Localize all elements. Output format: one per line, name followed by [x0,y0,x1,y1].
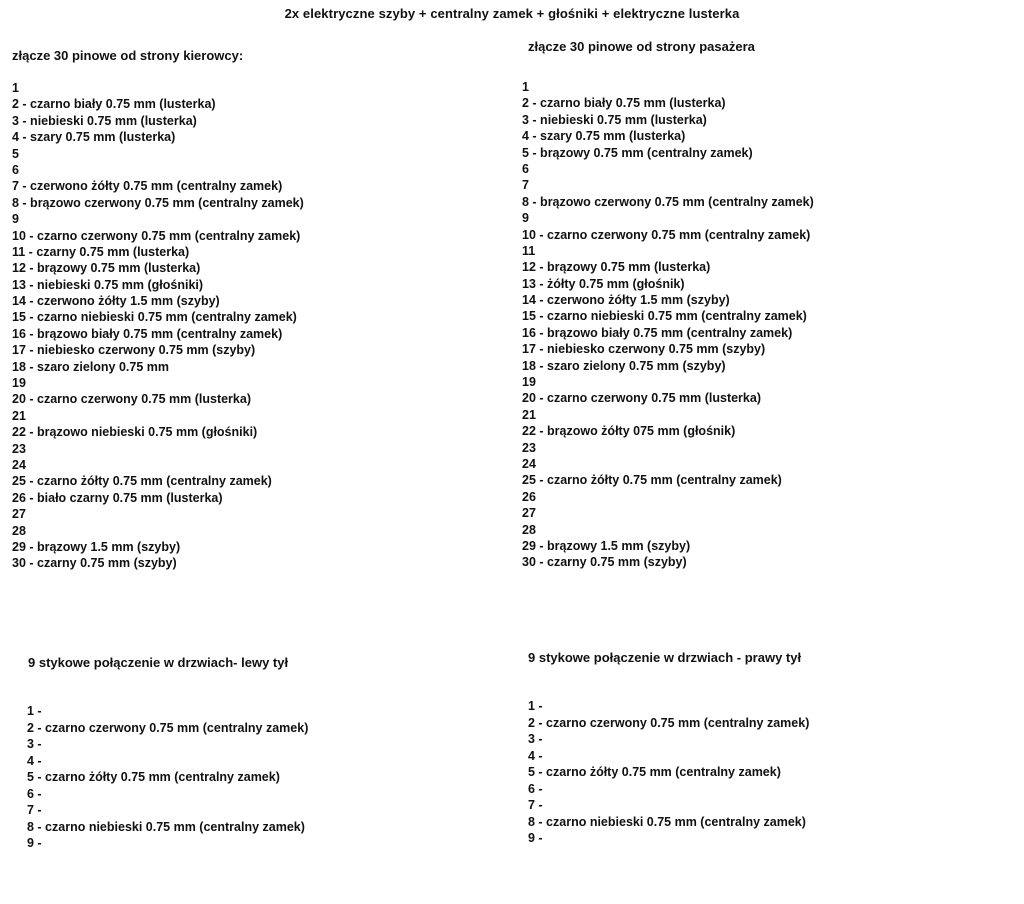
pin-entry: 12 - brązowy 0.75 mm (lusterka) [522,260,711,275]
pin-entry: 21 [522,407,536,422]
pin-entry: 28 [522,522,536,537]
pin-entry: 8 - brązowo czerwony 0.75 mm (centralny zamek) [522,194,814,209]
driver-pin-list [12,80,304,572]
pin-entry: 29 - brązowy 1.5 mm (szyby) [522,538,691,553]
rear-left-door-heading: 9 stykowe połączenie w drzwiach- lewy tył [28,655,289,670]
pin-entry: 24 [522,456,536,471]
pin-entry: 8 - czarno niebieski 0.75 mm (centralny zamek) [27,819,305,834]
pin-entry: 19 [522,375,536,390]
pin-entry: 14 - czerwono żółty 1.5 mm (szyby) [12,294,220,309]
pin-entry: 25 - czarno żółty 0.75 mm (centralny zamek) [522,473,782,488]
pin-entry: 29 - brązowy 1.5 mm (szyby) [12,539,181,554]
pin-entry: 3 - [27,737,42,751]
rear-left-pin-list [27,703,308,852]
pin-entry: 4 - [27,753,42,768]
pin-entry: 2 - czarno czerwony 0.75 mm (centralny zamek) [27,720,309,735]
pin-entry: 15 - czarno niebieski 0.75 mm (centralny zamek) [522,309,807,324]
pin-entry: 7 [522,178,529,193]
pin-entry: 23 [12,441,26,456]
pin-entry: 18 - szaro zielony 0.75 mm [12,359,170,374]
pin-entry: 11 [522,243,536,258]
pin-entry: 15 - czarno niebieski 0.75 mm (centralny zamek) [12,310,297,325]
pin-entry: 10 - czarno czerwony 0.75 mm (centralny zamek) [522,227,811,242]
pin-entry: 5 - brązowy 0.75 mm (centralny zamek) [522,145,753,160]
pin-entry: 5 - czarno żółty 0.75 mm (centralny zamek) [27,770,280,784]
pin-entry: 7 - czerwono żółty 0.75 mm (centralny zamek) [12,179,283,194]
driver-connector-heading: złącze 30 pinowe od strony kierowcy: [12,48,244,63]
pin-entry: 19 [12,376,26,391]
pin-entry: 6 [522,161,529,176]
pin-entry: 9 - [27,836,42,850]
rear-right-pin-list [528,698,809,847]
pin-entry: 30 - czarny 0.75 mm (szyby) [12,556,177,571]
pin-entry: 22 - brązowo żółty 075 mm (głośnik) [522,424,736,439]
pin-entry: 27 [522,506,536,521]
pin-entry: 9 [522,211,529,226]
pin-entry: 30 - czarny 0.75 mm (szyby) [522,555,687,570]
pin-entry: 10 - czarno czerwony 0.75 mm (centralny zamek) [12,228,301,243]
pin-entry: 14 - czerwono żółty 1.5 mm (szyby) [522,293,730,308]
pin-entry: 8 - brązowo czerwony 0.75 mm (centralny zamek) [12,195,304,210]
pin-entry: 18 - szaro zielony 0.75 mm (szyby) [522,358,726,373]
pin-entry: 7 - [27,803,42,817]
pin-entry: 1 [12,81,19,95]
pin-entry: 11 - czarny 0.75 mm (lusterka) [12,244,190,259]
pin-entry: 23 [522,440,536,455]
pin-entry: 4 - [528,748,543,763]
document-title: 2x elektryczne szyby + centralny zamek + głośniki + elektryczne lusterka [284,6,740,21]
pin-entry: 17 - niebiesko czerwony 0.75 mm (szyby) [522,342,766,357]
pin-entry: 8 - czarno niebieski 0.75 mm (centralny zamek) [528,814,806,829]
pin-entry: 3 - niebieski 0.75 mm (lusterka) [522,112,707,127]
passenger-pin-list [522,79,814,571]
pin-entry: 2 - czarno biały 0.75 mm (lusterka) [12,97,216,112]
pin-entry: 3 - niebieski 0.75 mm (lusterka) [12,113,197,128]
pin-entry: 27 [12,507,26,522]
pin-entry: 6 [12,162,19,177]
pin-entry: 4 - szary 0.75 mm (lusterka) [12,130,176,145]
pin-entry: 13 - niebieski 0.75 mm (głośniki) [12,277,204,292]
pin-entry: 7 - [528,798,543,812]
pin-entry: 4 - szary 0.75 mm (lusterka) [522,129,686,144]
pin-entry: 16 - brązowo biały 0.75 mm (centralny zamek) [522,325,793,340]
pin-entry: 17 - niebiesko czerwony 0.75 mm (szyby) [12,343,256,358]
pin-entry: 20 - czarno czerwony 0.75 mm (lusterka) [12,392,251,407]
pin-entry: 6 - [27,786,42,801]
pin-entry: 16 - brązowo biały 0.75 mm (centralny zamek) [12,326,283,341]
rear-right-door-heading: 9 stykowe połączenie w drzwiach - prawy tył [528,650,802,665]
passenger-connector-heading: złącze 30 pinowe od strony pasażera [528,39,755,54]
pin-entry: 26 [522,489,536,504]
pin-entry: 22 - brązowo niebieski 0.75 mm (głośniki) [12,425,258,440]
pin-entry: 3 - [528,732,543,746]
pin-entry: 24 [12,457,26,472]
pin-entry: 1 [522,80,529,94]
pin-entry: 20 - czarno czerwony 0.75 mm (lusterka) [522,391,761,406]
pin-entry: 9 [12,212,19,227]
pin-entry: 12 - brązowy 0.75 mm (lusterka) [12,261,201,276]
pin-entry: 1 - [27,704,42,718]
pin-entry: 28 [12,523,26,538]
pin-entry: 13 - żółty 0.75 mm (głośnik) [522,276,685,291]
pin-entry: 1 - [528,699,543,713]
pin-entry: 2 - czarno czerwony 0.75 mm (centralny zamek) [528,715,810,730]
pin-entry: 5 - czarno żółty 0.75 mm (centralny zamek) [528,765,781,779]
pin-entry: 25 - czarno żółty 0.75 mm (centralny zamek) [12,474,272,489]
pin-entry: 5 [12,146,19,161]
pin-entry: 2 - czarno biały 0.75 mm (lusterka) [522,96,726,111]
pin-entry: 6 - [528,781,543,796]
pin-entry: 26 - biało czarny 0.75 mm (lusterka) [12,490,223,505]
pin-entry: 21 [12,408,26,423]
pin-entry: 9 - [528,831,543,845]
